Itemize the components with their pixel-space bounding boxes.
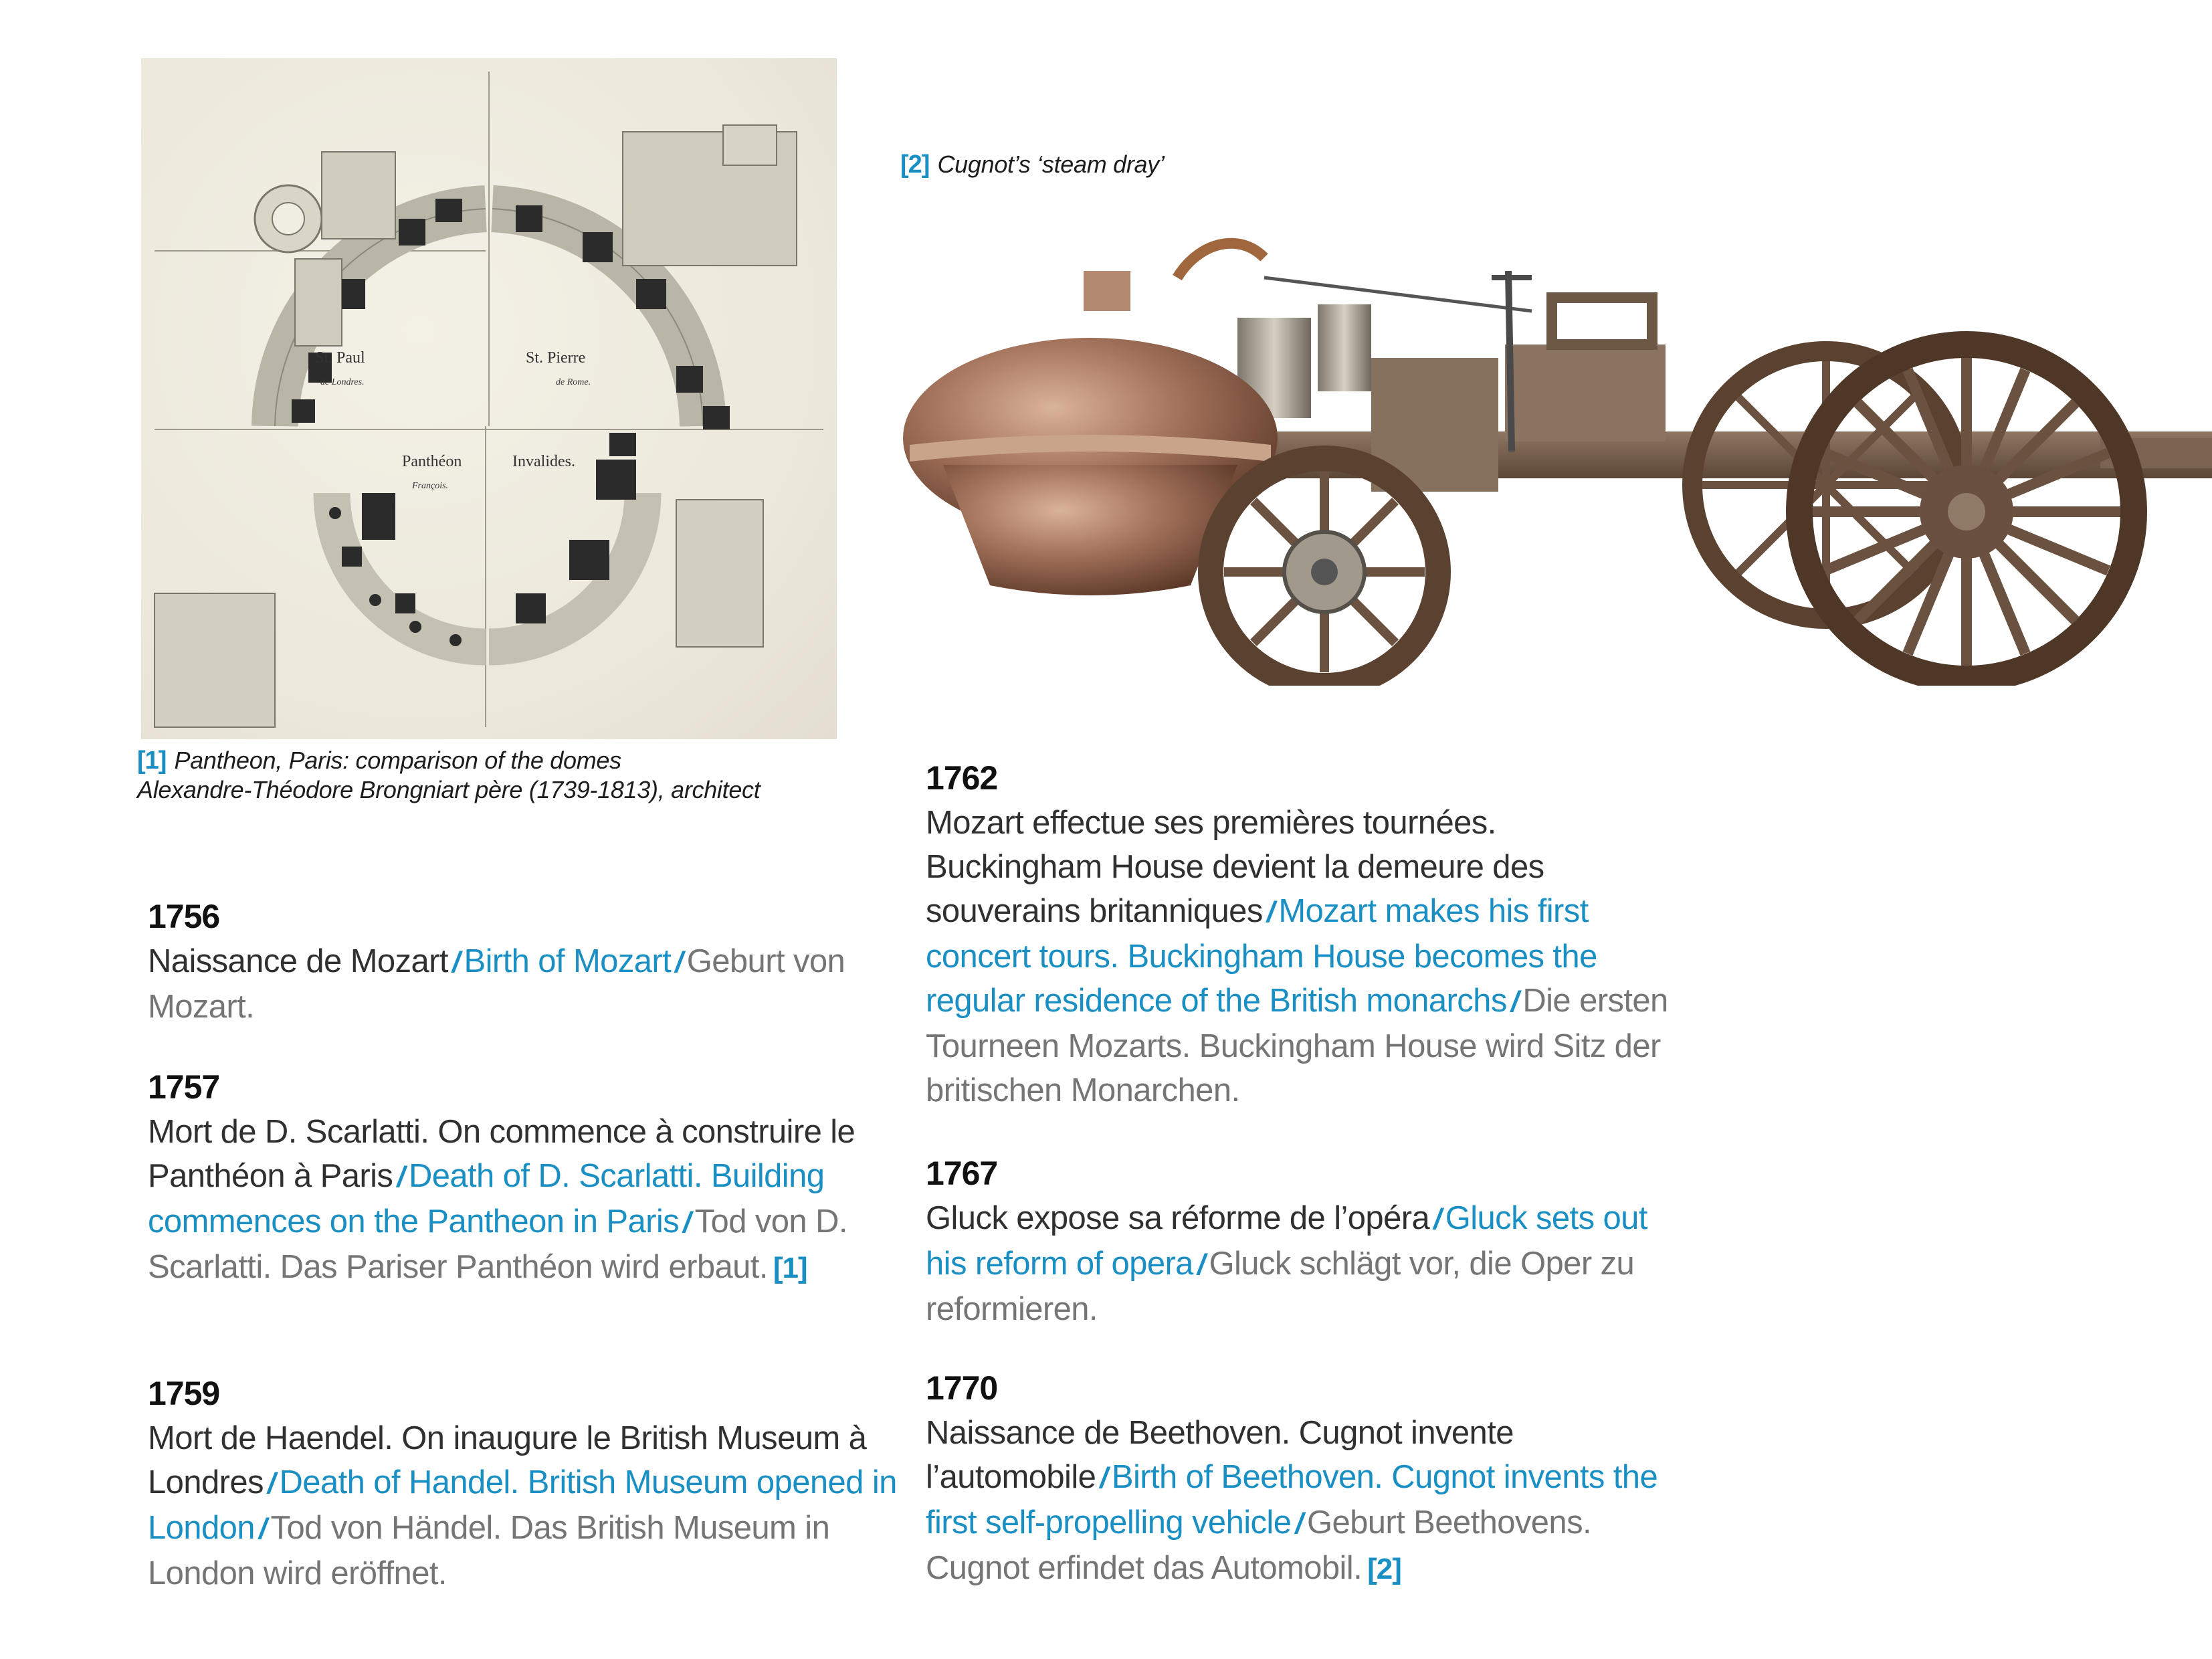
entry-text-fr: Gluck expose sa réforme de l’opéra	[926, 1200, 1430, 1236]
entry-year: 1767	[926, 1155, 998, 1192]
figure-ref-link[interactable]: [2]	[1367, 1553, 1401, 1585]
entry-text-en: Death of Handel. British Museum opened in London	[148, 1464, 897, 1546]
steam-dray-drawing	[863, 231, 2212, 686]
entry-year: 1756	[148, 898, 220, 935]
entry-text-en: Gluck sets out his reform of opera	[926, 1200, 1647, 1282]
plan-label-pantheon: Panthéon	[402, 453, 462, 470]
figure-1-caption	[137, 746, 906, 805]
language-separator: /	[397, 1161, 405, 1193]
entry-text	[148, 1110, 897, 1290]
figure-ref-link[interactable]: [1]	[773, 1252, 807, 1284]
figure-1-ref: [1]	[137, 747, 167, 775]
entry-text-fr: Naissance de Beethoven. Cugnot invente l’automobile	[926, 1415, 1514, 1495]
language-separator: /	[1100, 1462, 1108, 1494]
timeline-entry-1757	[148, 1067, 897, 1290]
timeline-entry-1759	[148, 1373, 897, 1595]
pantheon-plan-image	[141, 58, 837, 739]
language-separator: /	[1295, 1507, 1303, 1540]
plan-label-paul-sub: de Londres.	[320, 377, 365, 387]
language-separator: /	[675, 946, 683, 979]
figure-2-caption	[900, 150, 1369, 179]
entry-text-de: Geburt Beethovens. Cugnot erfindet das Automobil.	[926, 1504, 1592, 1586]
entry-year: 1770	[926, 1369, 998, 1407]
entry-text-de: Geburt von Mozart.	[148, 943, 845, 1025]
entry-text-fr: Mort de Haendel. On inaugure le British Museum à Londres	[148, 1420, 867, 1500]
language-separator: /	[1197, 1248, 1205, 1281]
entry-text-de: Tod von Händel. Das British Museum in London wird eröffnet.	[148, 1510, 830, 1591]
timeline-entry-1770	[926, 1368, 1675, 1591]
entry-text-en: Death of D. Scarlatti. Building commences on the Pantheon in Paris	[148, 1158, 825, 1240]
entry-text	[148, 939, 897, 1029]
language-separator: /	[451, 946, 460, 979]
figure-2-ref: [2]	[900, 151, 930, 179]
plan-label-invalides: Invalides.	[512, 453, 575, 470]
entry-text-en: Birth of Beethoven. Cugnot invents the first self-propelling vehicle	[926, 1459, 1658, 1541]
plan-drawing	[141, 58, 837, 739]
entry-text	[148, 1416, 897, 1595]
entry-year: 1762	[926, 759, 998, 797]
entry-text	[926, 1411, 1675, 1591]
entry-text-fr: Naissance de Mozart	[148, 943, 448, 979]
entry-text-de: Tod von D. Scarlatti. Das Pariser Panthéon wird erbaut.	[148, 1203, 847, 1285]
figure-2-caption-text: Cugnot’s ‘steam dray’	[937, 151, 1165, 178]
entry-text-fr: Mozart effectue ses premières tournées. Buckingham House devient la demeure des souverains britanniques	[926, 805, 1544, 929]
figure-1-caption-line2: Alexandre-Théodore Brongniart père (1739-1813), architect	[137, 776, 761, 803]
language-separator: /	[1266, 896, 1275, 929]
language-separator: /	[1433, 1203, 1441, 1236]
steam-dray-image	[863, 231, 2212, 686]
entry-text-en: Mozart makes his first concert tours. Buckingham House becomes the regular residence of the British monarchs	[926, 893, 1597, 1019]
plan-label-pantheon-sub: François.	[412, 481, 449, 491]
entry-text-de: Gluck schlägt vor, die Oper zu reformieren.	[926, 1246, 1635, 1327]
timeline-entry-1767	[926, 1153, 1675, 1331]
entry-text-fr: Mort de D. Scarlatti. On commence à construire le Panthéon à Paris	[148, 1114, 856, 1194]
plan-label-pierre: St. Pierre	[526, 349, 586, 367]
language-separator: /	[1510, 985, 1519, 1018]
entry-text-en: Birth of Mozart	[464, 943, 672, 979]
timeline-entry-1762	[926, 758, 1675, 1112]
entry-text-de: Die ersten Tourneen Mozarts. Buckingham House wird Sitz der britischen Monarchen.	[926, 983, 1668, 1108]
entry-text	[926, 801, 1675, 1112]
entry-year: 1757	[148, 1068, 220, 1106]
entry-year: 1759	[148, 1375, 220, 1412]
entry-text	[926, 1196, 1675, 1331]
plan-label-pierre-sub: de Rome.	[556, 377, 591, 387]
figure-1-caption-line1: Pantheon, Paris: comparison of the domes	[174, 747, 621, 774]
language-separator: /	[683, 1206, 691, 1239]
language-separator: /	[258, 1512, 267, 1545]
timeline-entry-1756	[148, 896, 897, 1029]
language-separator: /	[267, 1467, 276, 1500]
plan-label-paul: St. Paul	[315, 349, 365, 367]
